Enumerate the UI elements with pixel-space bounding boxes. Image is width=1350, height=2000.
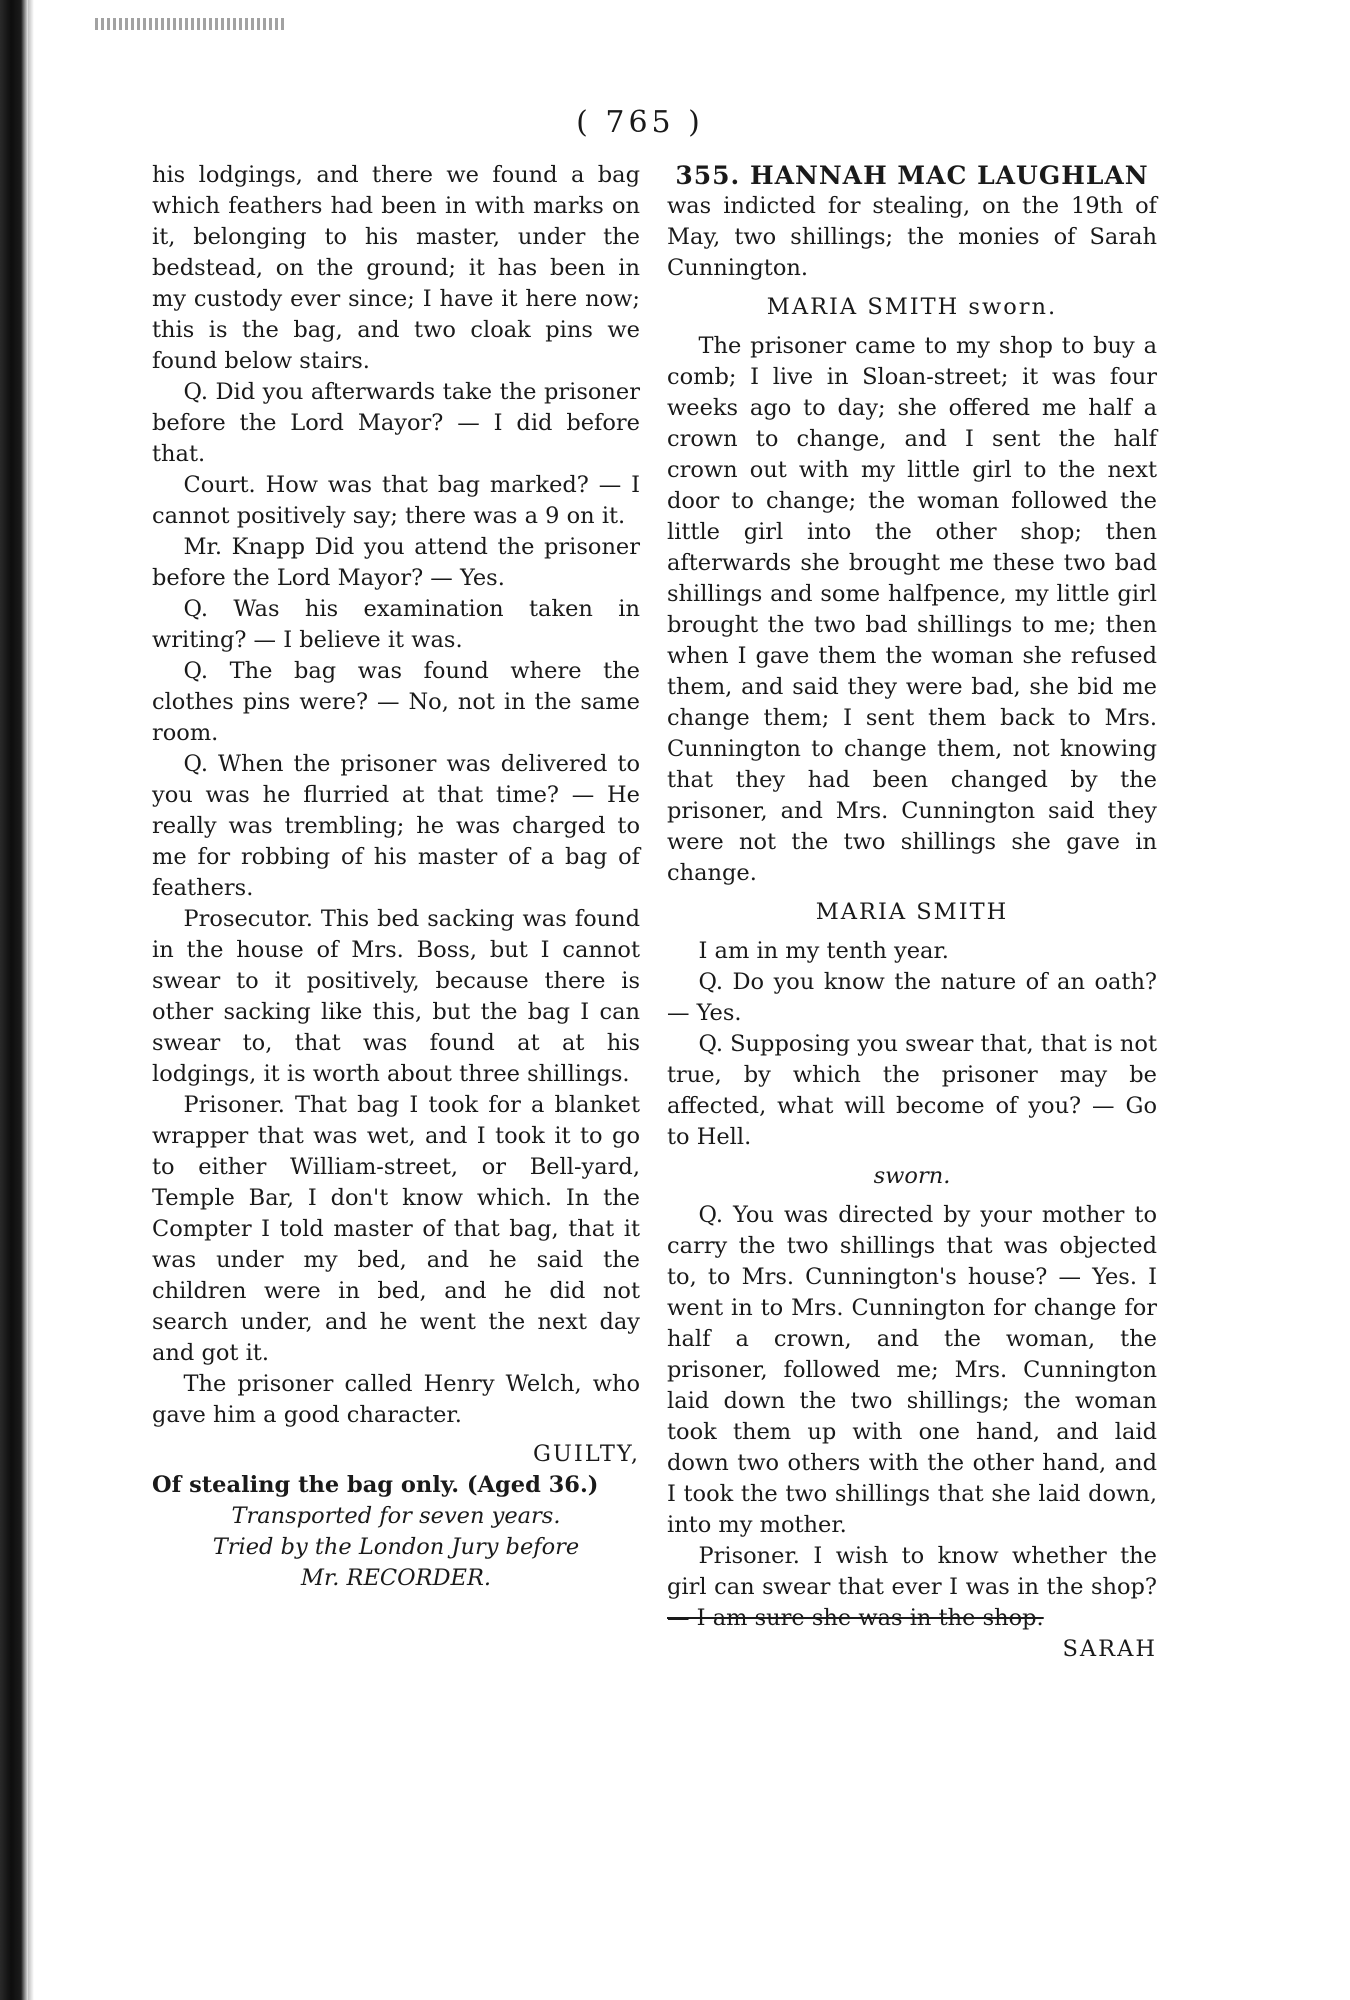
indictment: was indicted for stealing, on the 19th of May, two shillings; the monies of Sarah Cunnington. — [667, 193, 1157, 281]
paragraph: Q. The bag was found where the clothes pins were? — No, not in the same room. — [152, 658, 640, 746]
paragraph: Q. When the prisoner was delivered to you was he flurried at that time? — He really was trembling; he was charged to me for robbing of his master of a bag of feathers. — [152, 751, 640, 901]
paragraph: Q. Supposing you swear that, that is not true, by which the prisoner may be affected, what will become of you? — Go to Hell. — [667, 1031, 1157, 1150]
tried-line: Tried by the London Jury before — [212, 1534, 580, 1560]
paragraph: Q. You was directed by your mother to carry the two shillings that was objected to, to Mrs. Cunnington's house? — Yes. I went in to Mrs. Cunnington for change for half a crown, and the woman, the prisoner, followed me; Mrs. Cunnington laid down the two shillings; the woman took them up with one hand, and laid down two others with the other hand, and I took the two shillings that she laid down, into my mother. — [667, 1202, 1157, 1538]
paragraph: Q. Was his examination taken in writing? — I believe it was. — [152, 596, 640, 653]
book-binding-shadow — [0, 0, 28, 2000]
case-heading: 355. HANNAH MAC LAUGHLAN — [675, 161, 1149, 190]
paragraph: Court. How was that bag marked? — I cannot positively say; there was a 9 on it. — [152, 472, 640, 529]
left-column — [152, 160, 640, 1594]
sworn-label: sworn. — [873, 1163, 951, 1189]
tried-line: Mr. RECORDER. — [300, 1565, 492, 1591]
verdict-detail: Of stealing the bag only. (Aged 36.) — [152, 1472, 599, 1498]
catchword: SARAH — [1062, 1636, 1157, 1662]
scan-artifact — [95, 18, 285, 30]
paragraph: I am in my tenth year. — [698, 938, 949, 964]
right-column — [667, 160, 1157, 1665]
binding-edge — [28, 0, 34, 2000]
witness-heading: MARIA SMITH — [815, 899, 1009, 925]
paragraph: his lodgings, and there we found a bag which feathers had been in with marks on it, belonging to his master, under the bedstead, on the ground; it has been in my custody ever since; I have it here now; this is the bag, and two cloak pins we found below stairs. — [152, 162, 640, 374]
prisoner-question — [667, 1541, 1157, 1634]
paragraph: Prosecutor. This bed sacking was found in the house of Mrs. Boss, but I cannot swear to it positively, because there is other sacking like this, but the bag I can swear to, that was found at at his lodgings, it is worth about three shillings. — [152, 906, 640, 1087]
page-number: ( 765 ) — [576, 105, 704, 140]
paragraph: Q. Did you afterwards take the prisoner before the Lord Mayor? — I did before that. — [152, 379, 640, 467]
paragraph: Q. Do you know the nature of an oath? — Yes. — [667, 969, 1157, 1026]
testimony: The prisoner came to my shop to buy a comb; I live in Sloan-street; it was four weeks ago to day; she offered me half a crown to change, and I sent the half crown out with my little girl to the next door to change; the woman followed the little girl into the other shop; then afterwards she brought me these two bad shillings and some halfpence, my little girl brought the two bad shillings to me; then when I gave them the woman she refused them, and said they were bad, she bid me change them; I sent them back to Mrs. Cunnington to change them, not knowing that they had been changed by the prisoner, and Mrs. Cunnington said they were not the two shillings she gave in change. — [667, 333, 1157, 886]
paragraph: Prisoner. That bag I took for a blanket wrapper that was wet, and I took it to go to either William-street, or Bell-yard, Temple Bar, I don't know which. In the Compter I told master of that bag, that it was under my bed, and he said the children were in bed, and he did not search under, and he went the next day and got it. — [152, 1092, 640, 1366]
paragraph: The prisoner called Henry Welch, who gave him a good character. — [152, 1371, 640, 1428]
witness-heading: MARIA SMITH sworn. — [766, 294, 1058, 320]
verdict-guilty: GUILTY, — [532, 1441, 640, 1467]
prisoner-answer-text: — I am sure she was in the shop. — [667, 1605, 1044, 1631]
prisoner-question-text: Prisoner. I wish to know whether the girl can swear that ever I was in the shop? — [667, 1543, 1157, 1600]
paragraph: Mr. Knapp Did you attend the prisoner before the Lord Mayor? — Yes. — [152, 534, 640, 591]
sentence: Transported for seven years. — [231, 1503, 561, 1529]
